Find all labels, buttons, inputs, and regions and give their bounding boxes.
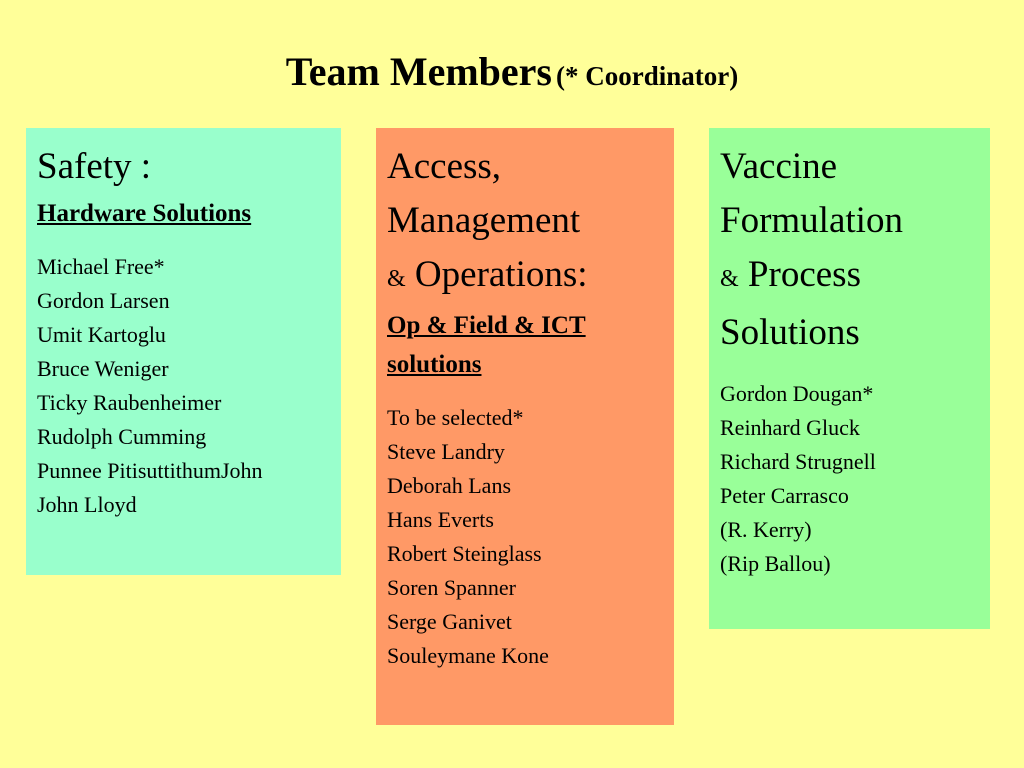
safety-group-box [26,128,341,575]
member-name: Souleymane Kone [387,643,549,668]
member-name: Rudolph Cumming [37,424,207,449]
access-heading-last-line [387,248,664,306]
safety-subheading: Hardware Solutions [37,200,252,227]
vaccine-group-box [709,128,990,629]
vaccine-heading-line: Vaccine [720,146,838,187]
member-name: Soren Spanner [387,575,516,600]
access-heading-line: Management [387,200,581,241]
member-name: (R. Kerry) [720,517,812,542]
member-name: Michael Free* [37,254,165,279]
title-main: Team Members [285,49,552,94]
page-title [0,48,1024,95]
member-name: Gordon Dougan* [720,381,874,406]
member-name: (Rip Ballou) [720,551,831,576]
member-name: Reinhard Gluck [720,415,860,440]
member-name: Steve Landry [387,439,505,464]
access-subheading: Op & Field & ICT [387,312,586,339]
member-name: John Lloyd [37,492,137,517]
access-group-box [376,128,674,725]
member-name: To be selected* [387,405,524,430]
member-name: Umit Kartoglu [37,322,166,347]
access-heading-last: Operations: [414,254,588,295]
vaccine-heading-tail: Solutions [720,312,860,353]
access-subheading-line [387,345,664,384]
member-name: Deborah Lans [387,473,512,498]
member-name: Gordon Larsen [37,288,170,313]
member-name: Peter Carrasco [720,483,849,508]
vaccine-heading-amp-line [720,248,980,306]
safety-heading: Safety : [37,146,152,187]
safety-subheading-line [37,194,331,233]
ampersand: & [720,266,739,292]
access-subheading: solutions [387,351,482,378]
member-name: Bruce Weniger [37,356,169,381]
vaccine-heading-last: Process [747,254,861,295]
member-name: Robert Steinglass [387,541,542,566]
access-member-list [387,401,664,673]
member-name: Richard Strugnell [720,449,876,474]
vaccine-heading-line: Formulation [720,200,903,241]
title-coordinator-note: (* Coordinator) [556,61,739,91]
access-heading-line: Access, [387,146,502,187]
ampersand: & [387,266,406,292]
member-name: Punnee PitisuttithumJohn [37,458,263,483]
member-name: Serge Ganivet [387,609,512,634]
vaccine-member-list [720,377,980,581]
access-subheading-line [387,306,664,345]
member-name: Hans Everts [387,507,494,532]
safety-member-list [37,250,331,522]
member-name: Ticky Raubenheimer [37,390,222,415]
